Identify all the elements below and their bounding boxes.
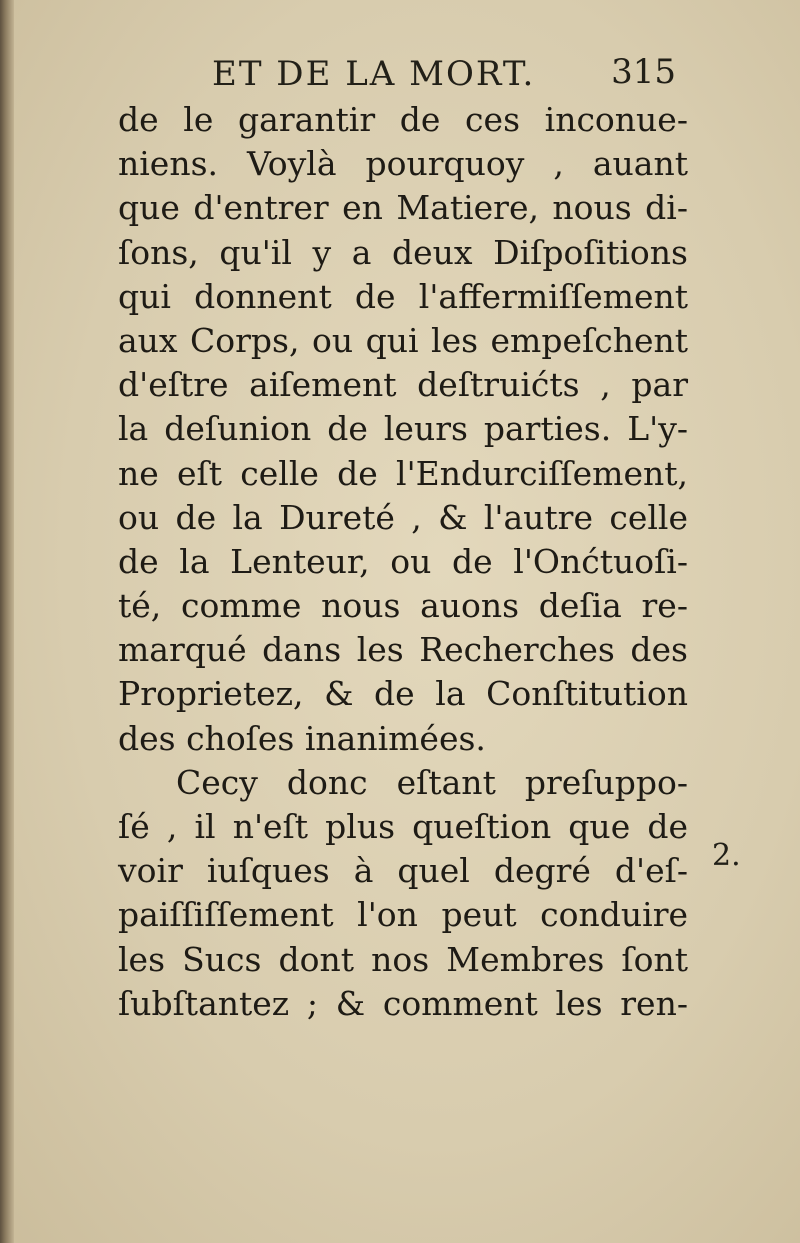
text-line: marqué dans les Recherches des [118,630,688,670]
text-line: niens. Voylà pourquoy , auant [118,144,688,184]
marginal-note: 2. [712,838,741,873]
text-line: ſé , il n'eſt plus queſtion que de [118,807,688,846]
paragraph-start-line: Cecy donc eſtant preſuppo- [176,762,688,802]
text-line: que d'entrer en Matiere, nous di- [118,188,688,228]
text-line: ne eſt celle de l'Endurciſſement, [118,453,688,493]
text-line: de la Lenteur, ou de l'Onćtuoſi- [118,541,688,581]
text-line: les Sucs dont nos Membres ſont [118,939,688,979]
text-line: ou de la Dureté , & l'autre celle [118,497,688,537]
text-line: paiſſiſſement l'on peut conduire [118,895,688,935]
text-line: té, comme nous auons deſia re- [118,586,688,626]
running-title: ET DE LA MORT. [212,54,536,94]
text-line: voir iuſques à quel degré d'eſ- [118,851,688,891]
page-number: 315 [611,52,676,92]
text-line: qui donnent de l'affermiſſement [118,276,688,316]
text-line: Proprietez, & de la Conſtitution [118,674,688,714]
text-line: ſubſtantez ; & comment les ren- [118,983,688,1023]
paragraph-end-line: des choſes inanimées. [118,718,486,758]
text-line: de le garantir de ces inconue- [118,100,688,139]
text-line: ſons, qu'il y a deux Diſpoſitions [118,232,688,272]
text-line: d'eſtre aiſement deſtruićts , par [118,365,688,405]
body-text [118,98,688,1026]
text-line: aux Corps, ou qui les empeſchent [118,320,688,360]
binding-gutter [0,0,14,1243]
page-header [200,50,680,100]
text-line: la deſunion de leurs parties. L'y- [118,409,688,449]
